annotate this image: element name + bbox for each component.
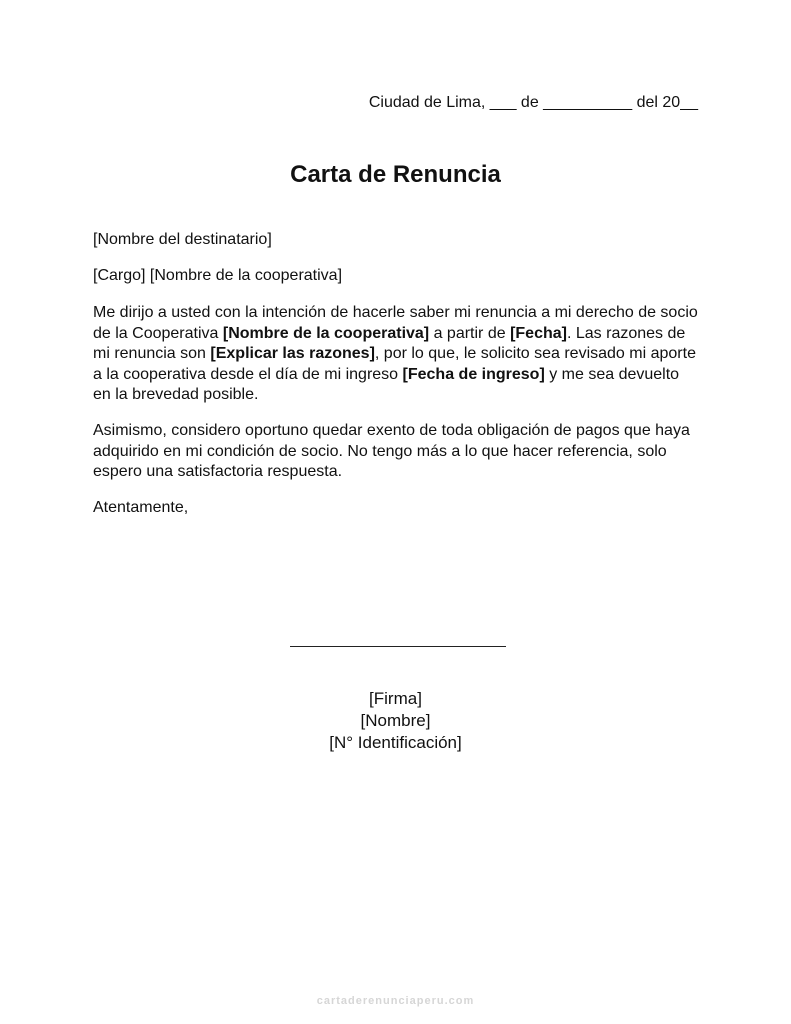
body1-text-1: Me dirijo a usted con la intención de hacerle saber mi renuncia a mi derecho de socio de la Cooperativa xyxy=(93,304,698,342)
date-line: Ciudad de Lima, ___ de __________ del 20__ xyxy=(368,94,698,111)
signature-identificacion: [N° Identificación] xyxy=(329,733,462,752)
placeholder-date: [Fecha] xyxy=(510,324,567,342)
placeholder-entry-date: [Fecha de ingreso] xyxy=(402,365,545,383)
body-paragraph-2: Asimismo, considero oportuno quedar exento de toda obligación de pagos que haya adquirido en mi condición de socio. No tengo más a lo que hacer referencia, solo espero una satisfactoria respuesta. xyxy=(93,422,690,480)
body1-text-2: a partir de xyxy=(429,324,511,342)
cargo-line: [Cargo] [Nombre de la cooperativa] xyxy=(93,267,343,284)
body1-text-5: y me sea devuelto en la brevedad posible. xyxy=(93,365,680,403)
signature-block xyxy=(0,688,791,754)
closing-line: Atentamente, xyxy=(93,499,189,516)
body-paragraph-1 xyxy=(93,303,698,406)
document-title: Carta de Renuncia xyxy=(290,161,501,188)
body1-text-4: , por lo que, le solicito sea revisado mi aporte a la cooperativa desde el día de mi ingreso xyxy=(93,345,696,383)
signature-firma: [Firma] xyxy=(369,689,422,708)
placeholder-cooperative-name: [Nombre de la cooperativa] xyxy=(222,324,430,342)
watermark: cartaderenunciaperu.com xyxy=(316,995,475,1007)
body1-text-3: . Las razones de mi renuncia son xyxy=(93,324,686,362)
signature-line xyxy=(290,646,506,647)
placeholder-reasons: [Explicar las razones] xyxy=(210,345,375,362)
recipient-line: [Nombre del destinatario] xyxy=(93,231,272,248)
signature-nombre: [Nombre] xyxy=(360,711,431,730)
